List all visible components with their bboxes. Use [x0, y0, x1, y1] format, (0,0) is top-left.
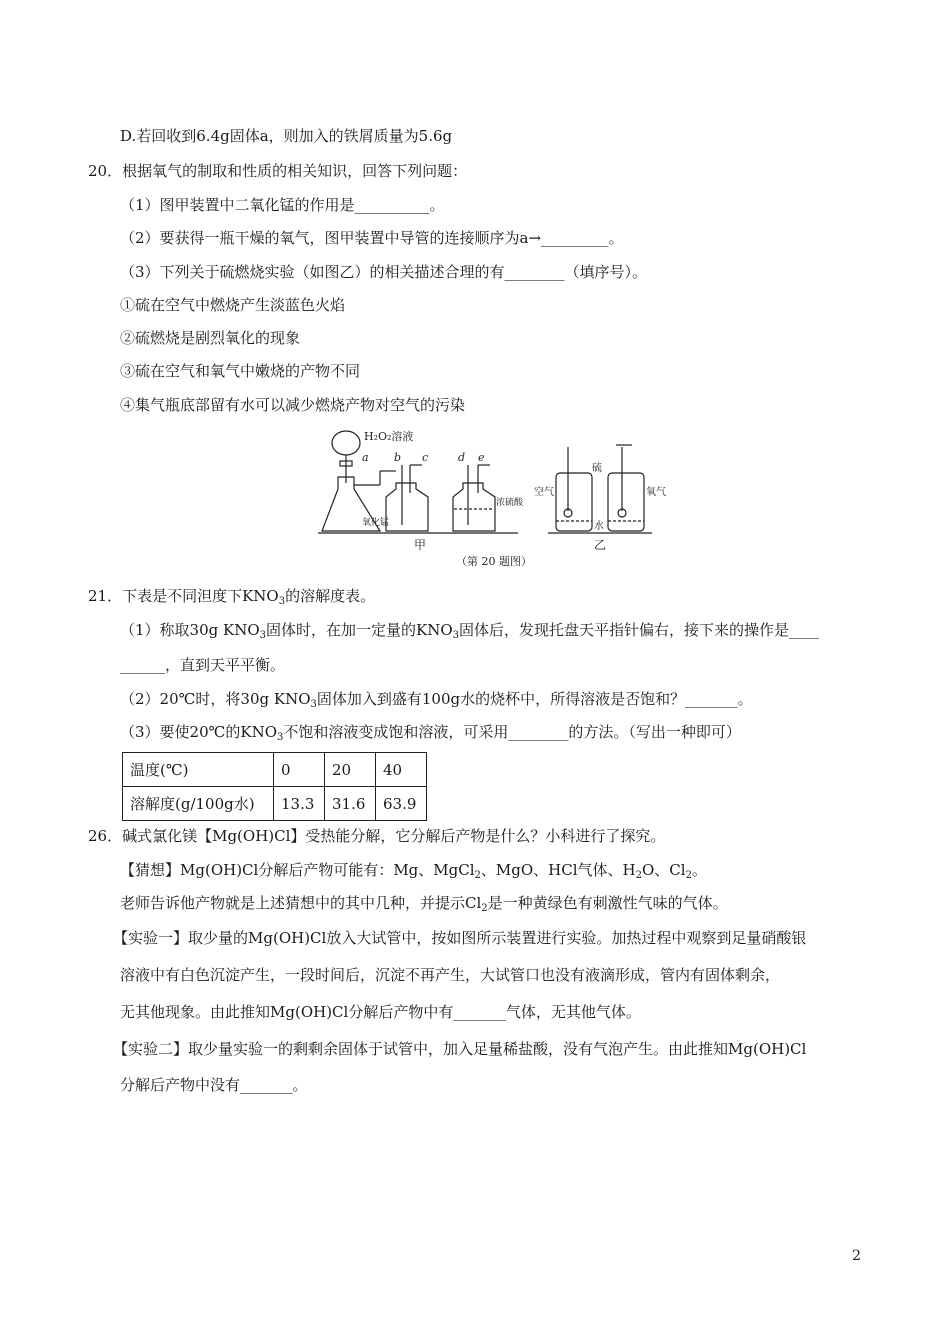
fig-mno2-label: 氧化锰	[362, 518, 390, 528]
q20-part3: （3）下列关于硫燃烧实验（如图乙）的相关描述合理的有________（填序号）。	[120, 263, 648, 281]
q20-part2: （2）要获得一瓶干燥的氧气，图甲装置中导管的连接顺序为a→_________。	[120, 229, 624, 247]
q26-stem: 26．碱式氯化镁【Mg(OH)Cl】受热能分解，它分解后产物是什么？小科进行了探究。	[88, 827, 666, 845]
fig-jia: 甲	[414, 538, 427, 552]
solubility-table	[122, 752, 427, 821]
fig-label-b: b	[394, 451, 402, 464]
q20-option-4: ④集气瓶底部留有水可以减少燃烧产物对空气的污染	[120, 396, 466, 414]
fig-h2o2-label: H₂O₂溶液	[364, 430, 414, 443]
q20-part1: （1）图甲装置中二氧化锰的作用是__________。	[120, 196, 445, 214]
fig-yi: 乙	[594, 538, 607, 552]
q20-stem: 20．根据氧气的制取和性质的相关知识，回答下列问题：	[88, 162, 468, 180]
table-cell: 13.3	[274, 787, 325, 821]
table-cell: 31.6	[325, 787, 376, 821]
q26-exp1-c: 无其他现象。由此推知Mg(OH)Cl分解后产物中有_______气体，无其他气体。	[120, 1003, 641, 1021]
q21-part1-cont: ______，直到天平平衡。	[120, 656, 286, 674]
fig-oxygen-label: 氧气	[646, 487, 666, 498]
table-cell: 温度(℃)	[123, 753, 274, 787]
q26-exp2-b: 分解后产物中没有_______。	[120, 1076, 308, 1094]
fig-sulfur-label: 硫	[592, 463, 602, 474]
q21-part3: （3）要使20℃的$KNO_3$不饱和溶液变成饱和溶液，可采用________的方法。（写出一种即可）	[120, 723, 741, 743]
page-number: 2	[852, 1248, 861, 1264]
q26-exp1-b: 溶液中有白色沉淀产生，一段时间后，沉淀不再产生，大试管口也没有液滴形成，管内有固体剩余，	[120, 966, 781, 984]
fig-label-e: e	[478, 451, 485, 464]
fig-acid-label: 浓硫酸	[496, 498, 524, 508]
table-row	[123, 787, 427, 821]
table-cell: 40	[376, 753, 427, 787]
q20-option-3: ③硫在空气和氧气中嫩烧的产物不同	[120, 362, 361, 380]
table-cell: 0	[274, 753, 325, 787]
q26-guess: 【猜想】Mg(OH)Cl分解后产物可能有：Mg、MgCl$_2$、MgO、HCl气体、$H_2O$、$Cl_2$。	[120, 861, 707, 881]
q19-option-d: D.若回收到6.4g固体a，则加入的铁屑质量为5.6g	[120, 127, 453, 145]
q26-exp2-a: 【实验二】取少量实验一的剩剩余固体于试管中，加入足量稀盐酸，没有气泡产生。由此推知Mg(OH)Cl	[113, 1040, 807, 1058]
fig-caption: （第 20 题图）	[456, 555, 532, 568]
q21-stem: 21．下表是不同泹度下$KNO_3$的溶解度表。	[88, 587, 376, 607]
q26-exp1-a: 【实验一】取少量的Mg(OH)Cl放入大试管中，按如图所示装置进行实验。加热过程中观察到足量硝酸银	[113, 929, 807, 947]
fig-label-c: c	[422, 451, 429, 464]
table-row	[123, 753, 427, 787]
table-cell: 20	[325, 753, 376, 787]
q20-figure	[318, 425, 678, 570]
q20-option-2: ②硫燃烧是剧烈氧化的现象	[120, 329, 301, 347]
fig-label-a: a	[362, 451, 369, 464]
q20-option-1: ①硫在空气中燃烧产生淡蓝色火焰	[120, 296, 346, 314]
fig-air-label: 空气	[534, 487, 554, 498]
table-cell: 63.9	[376, 787, 427, 821]
fig-water-label: 水	[594, 521, 604, 532]
q26-teacher-hint: 老师告诉他产物就是上述猜想中的其中几种，并提示$Cl_2$是一种黄绿色有刺激性气味的气体。	[120, 894, 728, 914]
fig-label-d: d	[458, 451, 466, 464]
q21-part2: （2）20℃时，将30g $KNO_3$固体加入到盛有100g水的烧杯中，所得溶液是否饱和？_______。	[120, 690, 753, 710]
table-cell: 溶解度(g/100g水)	[123, 787, 274, 821]
q21-part1: （1）称取30g $KNO_3$固体时，在加一定量的$KNO_3$固体后，发现托盘天平指针偏右，接下来的操作是____	[120, 621, 820, 641]
